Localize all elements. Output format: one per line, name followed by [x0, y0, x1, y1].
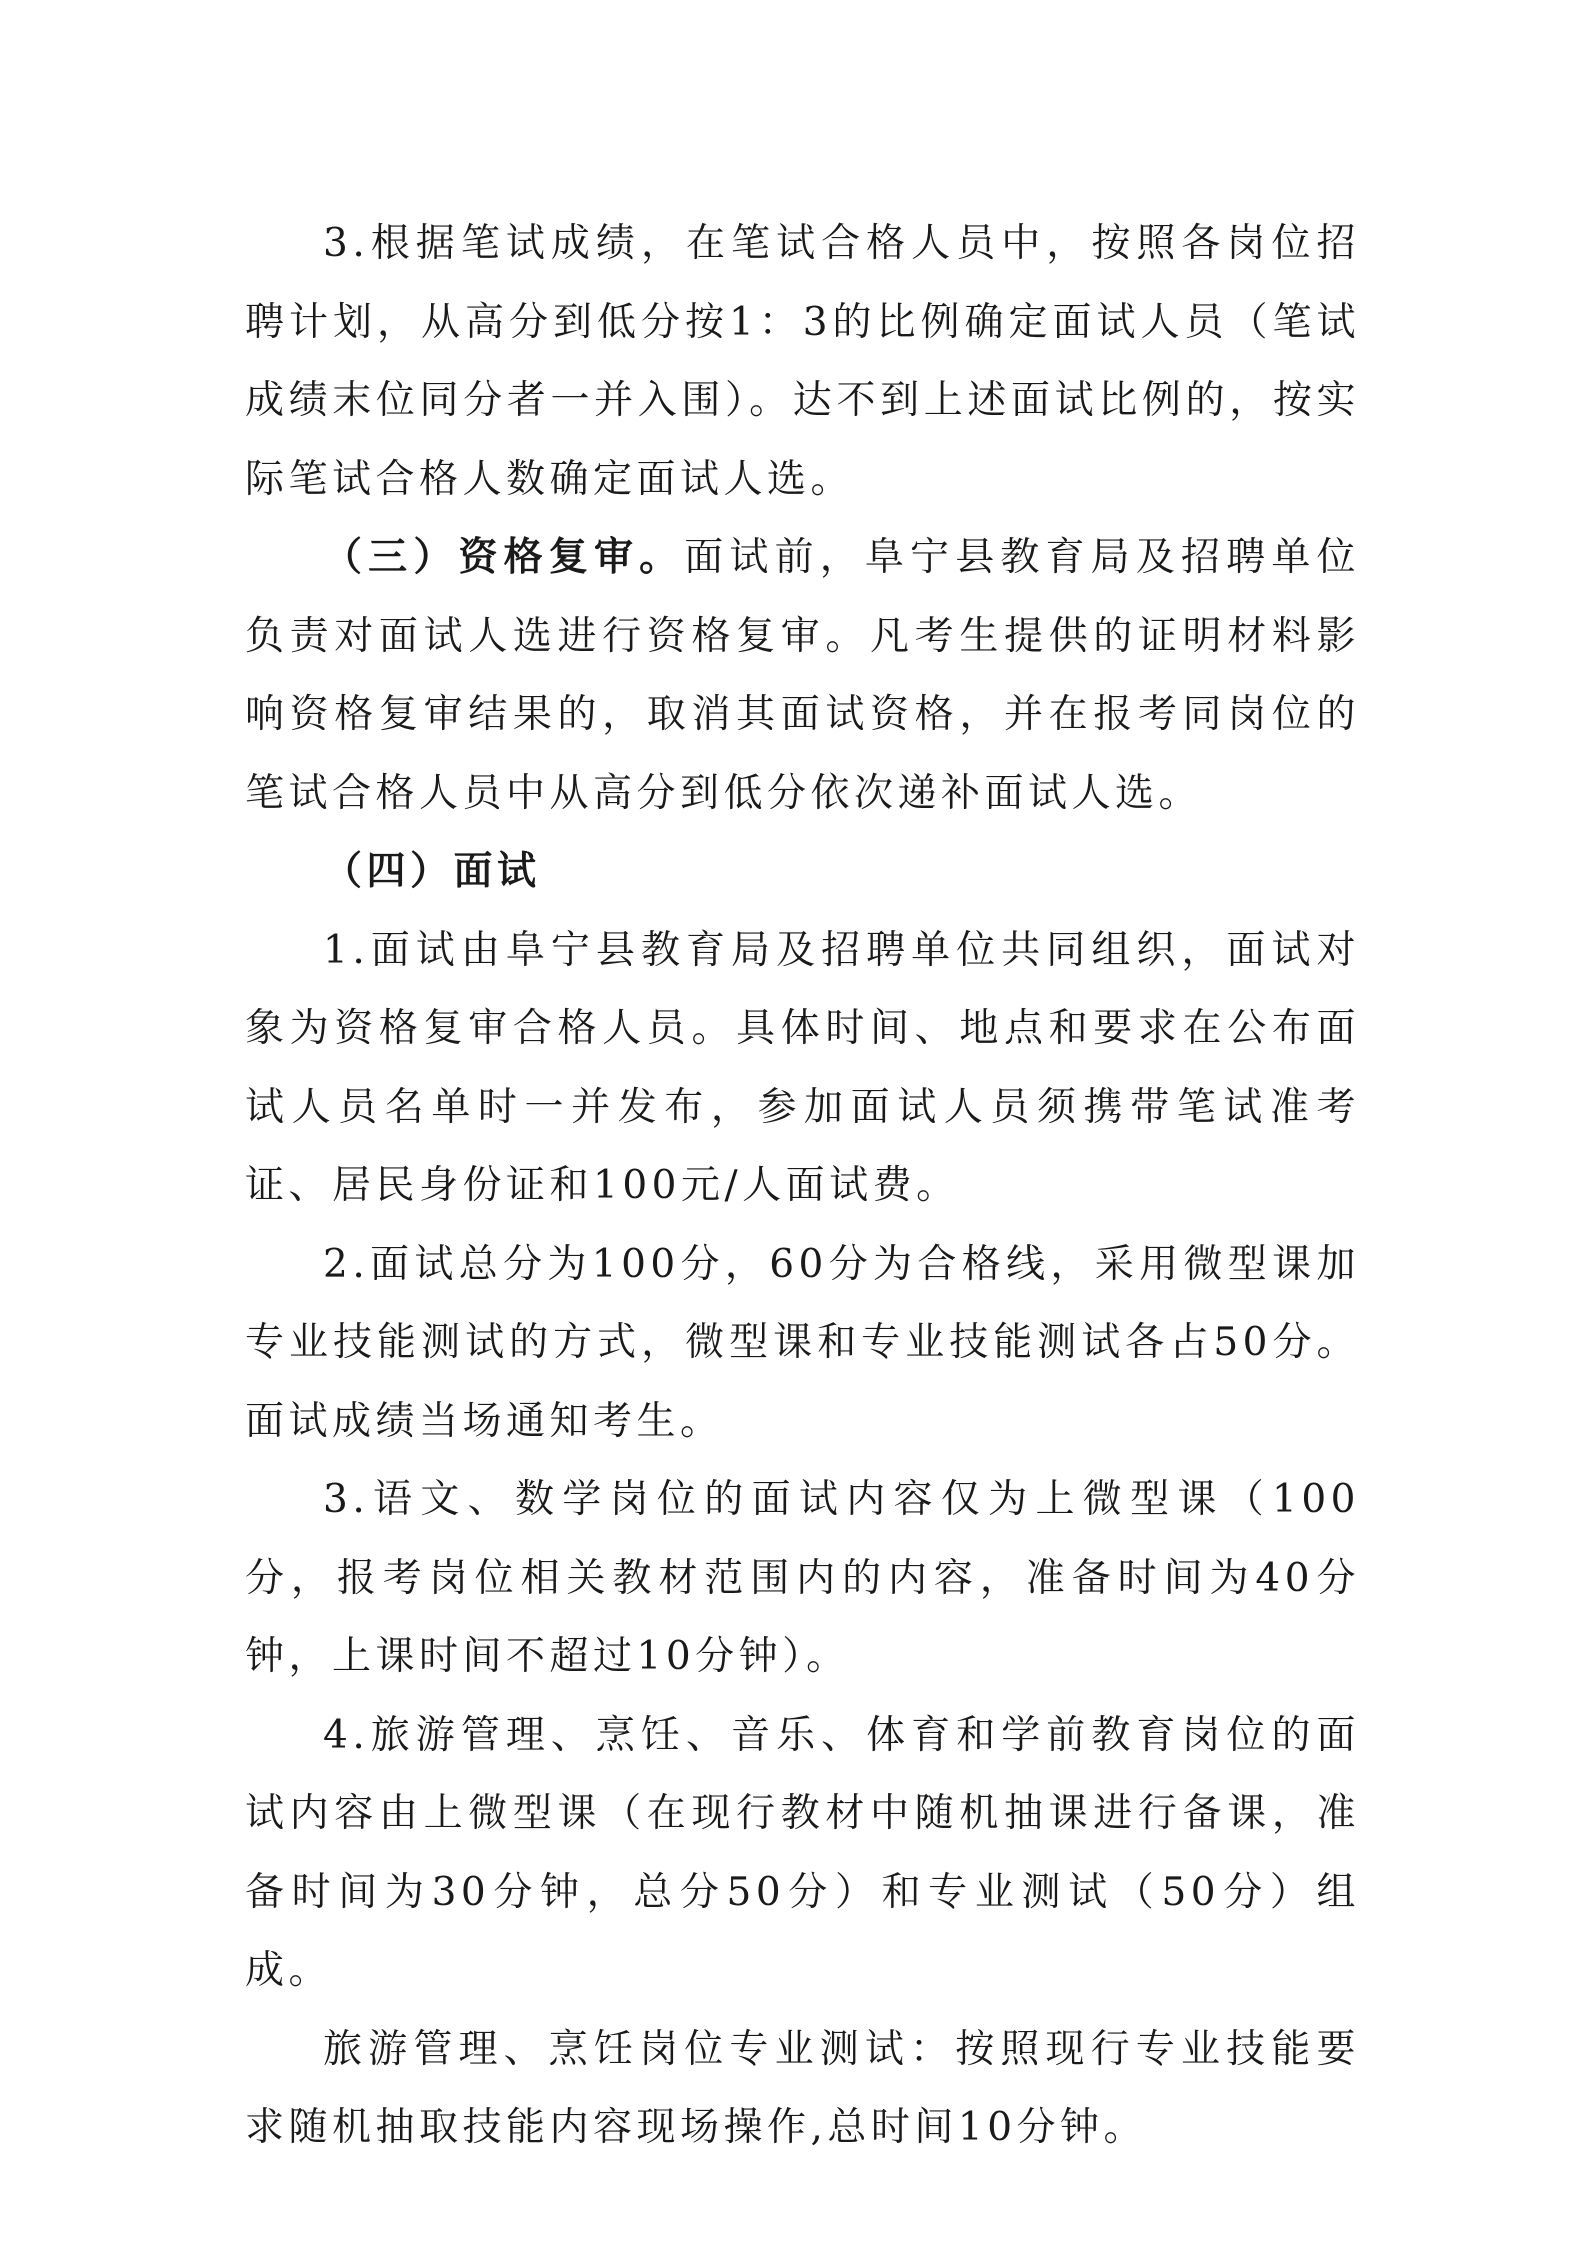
- paragraph-interview-heading: [245, 833, 1360, 912]
- paragraph-text: 1.面试由阜宁县教育局及招聘单位共同组织，面试对象为资格复审合格人员。具体时间、地点和要求在公布面试人员名单时一并发布，参加面试人员须携带笔试准考证、居民身份证和100元/人面试费。: [245, 927, 1360, 1208]
- paragraph-text: 2.面试总分为100分，60分为合格线，采用微型课加专业技能测试的方式，微型课和专业技能测试各占50分。面试成绩当场通知考生。: [245, 1241, 1360, 1444]
- paragraph-text: 面试前，阜宁县教育局及招聘单位负责对面试人选进行资格复审。凡考生提供的证明材料影响资格复审结果的，取消其面试资格，并在报考同岗位的笔试合格人员中从高分到低分依次递补面试人选。: [245, 535, 1360, 816]
- paragraph-interview-score: [245, 1226, 1360, 1462]
- document-body: [245, 205, 1360, 2168]
- paragraph-chinese-math-interview: [245, 1461, 1360, 1697]
- paragraph-interview-organization: [245, 912, 1360, 1226]
- paragraph-other-posts-interview: [245, 1697, 1360, 2011]
- section-heading-qualification-review: （三）资格复审。: [323, 535, 685, 580]
- paragraph-text: 3.根据笔试成绩，在笔试合格人员中，按照各岗位招聘计划，从高分到低分按1：3的比例确定面试人员（笔试成绩末位同分者一并入围）。达不到上述面试比例的，按实际笔试合格人数确定面试人选。: [245, 221, 1360, 502]
- paragraph-text: 4.旅游管理、烹饪、音乐、体育和学前教育岗位的面试内容由上微型课（在现行教材中随机抽课进行备课，准备时间为30分钟，总分50分）和专业测试（50分）组成。: [245, 1712, 1360, 1993]
- section-heading-interview: （四）面试: [323, 849, 541, 894]
- paragraph-written-exam-ratio: [245, 205, 1360, 519]
- paragraph-tourism-cooking-test: [245, 2011, 1360, 2168]
- paragraph-text: 3.语文、数学岗位的面试内容仅为上微型课（100分，报考岗位相关教材范围内的内容，准备时间为40分钟，上课时间不超过10分钟）。: [245, 1477, 1360, 1679]
- paragraph-text: 旅游管理、烹饪岗位专业测试：按照现行专业技能要求随机抽取技能内容现场操作,总时间10分钟。: [245, 2026, 1360, 2150]
- paragraph-qualification-review: [245, 519, 1360, 833]
